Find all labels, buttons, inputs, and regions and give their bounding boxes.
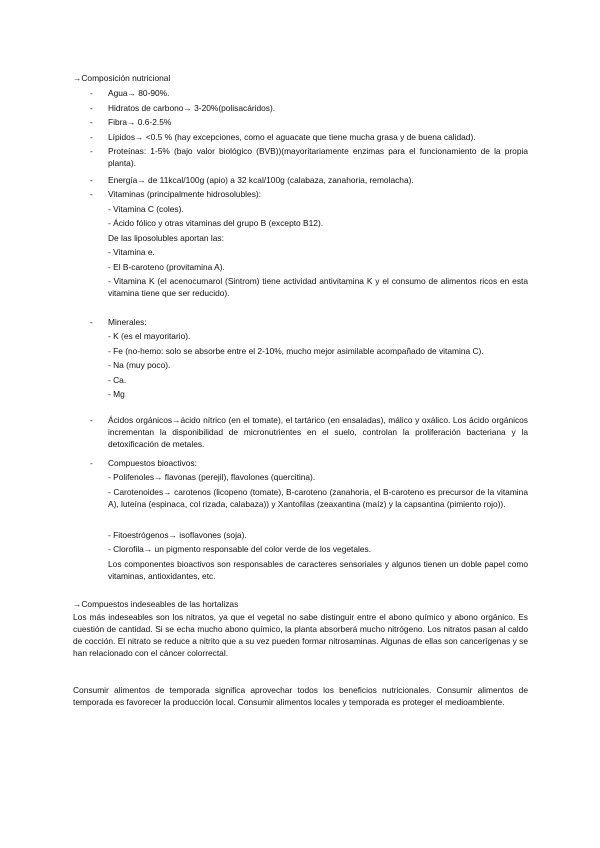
section-heading-undesirable: →Compuestos indeseables de las hortalizas xyxy=(73,599,239,609)
vitamin-line: - Vitamina K (el acenocumarol (Sintrom) tiene actividad antivitamina K y el consumo de alimentos ricos en esta vitamina tiene que ser reducido). xyxy=(108,276,528,298)
bullet-marker: - xyxy=(90,88,93,98)
list-item-energy: Energía→ de 11kcal/100g (apio) a 32 kcal/100g (calabaza, zanahoria, remolacha). xyxy=(108,175,414,185)
bullet-marker: - xyxy=(90,189,93,199)
list-item-water: Agua→ 80-90%. xyxy=(108,88,170,98)
list-item-vitamins: Vitaminas (principalmente hidrosolubles): xyxy=(108,189,261,199)
list-item-lipids: Lípidos→ <0.5 % (hay excepciones, como el aguacate que tiene mucha grasa y de buena calidad). xyxy=(108,132,476,142)
mineral-line: - K (es el mayoritario). xyxy=(108,331,191,341)
list-item-organic-acids: Ácidos orgánicos→ácido nítrico (en el tomate), el tartárico (en ensaladas), málico y oxálico. Los ácido orgánicos incrementan la disponibilidad de micronutrientes en el suelo, controlan la proliferación bacteriana y la detoxificación de metales. xyxy=(108,415,528,449)
vitamin-line: - El B-caroteno (provitamina A). xyxy=(108,262,225,272)
mineral-line: - Mg xyxy=(108,389,125,399)
bullet-marker: - xyxy=(90,415,93,425)
closing-paragraph: Consumir alimentos de temporada significa aprovechar todos los beneficios nutricionales. Consumir alimentos de temporada es favorecer la producción local. Consumir alimentos locales y temporada es proteger el medioambiente. xyxy=(73,685,528,707)
bullet-marker: - xyxy=(90,175,93,185)
section-heading-composition: →Composición nutricional xyxy=(73,73,171,83)
bullet-marker: - xyxy=(90,103,93,113)
mineral-line: - Na (muy poco). xyxy=(108,360,171,370)
vitamin-line: - Vitamina C (coles). xyxy=(108,204,184,214)
bullet-marker: - xyxy=(90,117,93,127)
list-item-bioactive: Compuestos bioactivos: xyxy=(108,458,197,468)
list-item-fiber: Fibra→ 0.6-2.5% xyxy=(108,117,172,127)
list-item-proteins: Proteínas: 1-5% (bajo valor biológico (BVB))(mayoritariamente enzimas para el funcionamiento de la propia planta). xyxy=(108,146,528,168)
mineral-line: - Ca. xyxy=(108,375,127,385)
bullet-marker: - xyxy=(90,317,93,327)
vitamin-line: - Vitamina e. xyxy=(108,247,155,257)
mineral-line: - Fe (no-hemo: solo se absorbe entre el 2-10%, mucho mejor asimilable acompañado de vitamina C). xyxy=(108,346,484,356)
bioactive-line: - Clorofila→ un pigmento responsable del color verde de los vegetales. xyxy=(108,544,372,554)
vitamin-line: De las liposolubles aportan las: xyxy=(108,233,224,243)
list-item-minerals: Minerales: xyxy=(108,317,147,327)
bullet-marker: - xyxy=(90,132,93,142)
bioactive-line: - Polifenoles→ flavonas (perejil), flavolones (quercitina). xyxy=(108,472,316,482)
vitamin-line: - Ácido fólico y otras vitaminas del grupo B (excepto B12). xyxy=(108,218,324,228)
bioactive-line: - Fitoestrógenos→ isoflavones (soja). xyxy=(108,530,247,540)
bioactive-note: Los componentes bioactivos son responsables de caracteres sensoriales y algunos tienen un doble papel como vitaminas, antioxidantes, etc. xyxy=(108,559,528,581)
bullet-marker: - xyxy=(90,146,93,156)
bullet-marker: - xyxy=(90,458,93,468)
undesirable-paragraph: Los más indeseables son los nitratos, ya que el vegetal no sabe distinguir entre el abono químico y abono orgánico. Es cuestión de cantidad. Si se echa mucho abono químico, la planta absorberá mucho nitrógeno. Los nitratos pasan al caldo de cocción. El nitrato se reduce a nitrito que a su vez pueden formar nitrosaminas. Algunas de ellas son cancerígenas y se han relacionado con el cáncer colorrectal. xyxy=(73,612,528,658)
list-item-carbohydrates: Hidratos de carbono→ 3-20%(polisacáridos). xyxy=(108,103,276,113)
bioactive-line: - Carotenoides→ carotenos (licopeno (tomate), B-caroteno (zanahoria, el B-caroteno es precursor de la vitamina A), luteína (espinaca, col rizada, calabaza)) y Xantofilas (zeaxantina (maíz) y la capsantina (pimiento rojo)). xyxy=(108,487,528,509)
